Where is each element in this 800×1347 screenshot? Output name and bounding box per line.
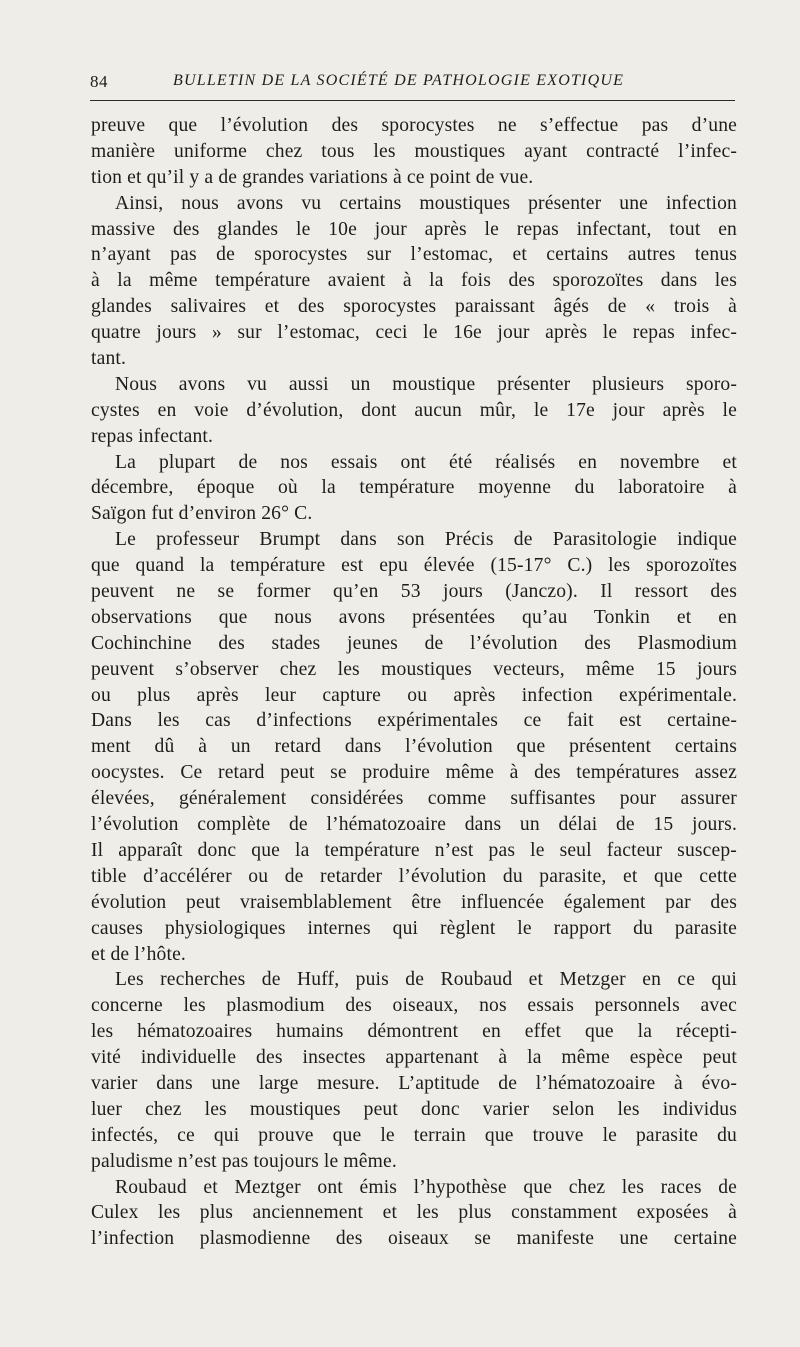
text-line: Nous avons vu aussi un moustique présenter plusieurs sporo- xyxy=(115,373,737,395)
page-number: 84 xyxy=(90,72,108,91)
text-line: observations que nous avons présentées qu’au Tonkin et en xyxy=(91,606,737,628)
text-line: preuve que l’évolution des sporocystes ne s’effectue pas d’une xyxy=(91,115,737,136)
text-line: paludisme n’est pas toujours le même. xyxy=(91,1150,397,1172)
text-line: l’infection plasmodienne des oiseaux se manifeste une certaine xyxy=(91,1228,737,1250)
text-line: évolution peut vraisemblablement être influencée également par des xyxy=(91,891,737,913)
article-body xyxy=(91,113,737,1252)
text-line: massive des glandes le 10e jour après le repas infectant, tout en xyxy=(91,218,737,240)
text-line: quatre jours » sur l’estomac, ceci le 16e jour après le repas infec- xyxy=(91,322,737,344)
text-line: tion et qu’il y a de grandes variations à ce point de vue. xyxy=(91,166,534,188)
text-line: concerne les plasmodium des oiseaux, nos essais personnels avec xyxy=(91,995,737,1017)
text-line: Le professeur Brumpt dans son Précis de Parasitologie indique xyxy=(115,529,737,551)
running-head: BULLETIN DE LA SOCIÉTÉ DE PATHOLOGIE EXOTIQUE xyxy=(173,72,625,89)
text-line: La plupart de nos essais ont été réalisés en novembre et xyxy=(115,451,737,473)
text-line: que quand la température est epu élevée (15-17° C.) les sporozoïtes xyxy=(91,555,737,577)
text-line: repas infectant. xyxy=(91,425,214,447)
text-line: à la même température avaient à la fois des sporozoïtes dans les xyxy=(91,270,737,292)
text-line: Les recherches de Huff, puis de Roubaud et Metzger en ce qui xyxy=(115,969,737,991)
text-line: les hématozoaires humains démontrent en effet que la récepti- xyxy=(91,1021,737,1043)
text-line: Cochinchine des stades jeunes de l’évolution des Plasmodium xyxy=(91,632,737,654)
text-line: Saïgon fut d’environ 26° C. xyxy=(91,503,313,525)
text-line: et de l’hôte. xyxy=(91,943,186,965)
text-line: causes physiologiques internes qui règlent le rapport du parasite xyxy=(91,917,737,939)
text-line: tible d’accélérer ou de retarder l’évolution du parasite, et que cette xyxy=(91,865,737,887)
text-line: Ainsi, nous avons vu certains moustiques présenter une infection xyxy=(115,192,737,214)
text-line: manière uniforme chez tous les moustiques ayant contracté l’infec- xyxy=(91,140,737,162)
text-line: ou plus après leur capture ou après infection expérimentale. xyxy=(91,684,737,706)
text-line: ment dû à un retard dans l’évolution que présentent certains xyxy=(91,736,737,758)
text-line: l’évolution complète de l’hématozoaire dans un délai de 15 jours. xyxy=(91,814,737,836)
text-line: peuvent ne se former qu’en 53 jours (Janczo). Il ressort des xyxy=(91,581,737,603)
text-line: glandes salivaires et des sporocystes paraissant âgés de « trois à xyxy=(91,296,737,318)
text-line: infectés, ce qui prouve que le terrain que trouve le parasite du xyxy=(91,1124,737,1146)
text-line: décembre, époque où la température moyenne du laboratoire à xyxy=(91,477,737,499)
text-line: oocystes. Ce retard peut se produire même à des températures assez xyxy=(91,762,737,784)
text-line: luer chez les moustiques peut donc varier selon les individus xyxy=(91,1098,737,1120)
text-line: Culex les plus anciennement et les plus constamment exposées à xyxy=(91,1202,737,1224)
text-line: Dans les cas d’infections expérimentales ce fait est certaine- xyxy=(91,710,737,732)
text-line: n’ayant pas de sporocystes sur l’estomac, et certains autres tenus xyxy=(91,244,737,266)
text-line: Il apparaît donc que la température n’est pas le seul facteur suscep- xyxy=(91,839,737,861)
text-line: varier dans une large mesure. L’aptitude de l’hématozoaire à évo- xyxy=(91,1072,737,1094)
page-header xyxy=(90,72,735,96)
text-line: élevées, généralement considérées comme suffisantes pour assurer xyxy=(91,788,737,810)
text-line: vité individuelle des insectes appartenant à la même espèce peut xyxy=(91,1047,737,1069)
text-line: peuvent s’observer chez les moustiques vecteurs, même 15 jours xyxy=(91,658,737,680)
text-line: Roubaud et Meztger ont émis l’hypothèse que chez les races de xyxy=(115,1176,737,1198)
text-line: tant. xyxy=(91,348,127,370)
text-line: cystes en voie d’évolution, dont aucun mûr, le 17e jour après le xyxy=(91,399,737,421)
header-rule xyxy=(90,100,735,101)
